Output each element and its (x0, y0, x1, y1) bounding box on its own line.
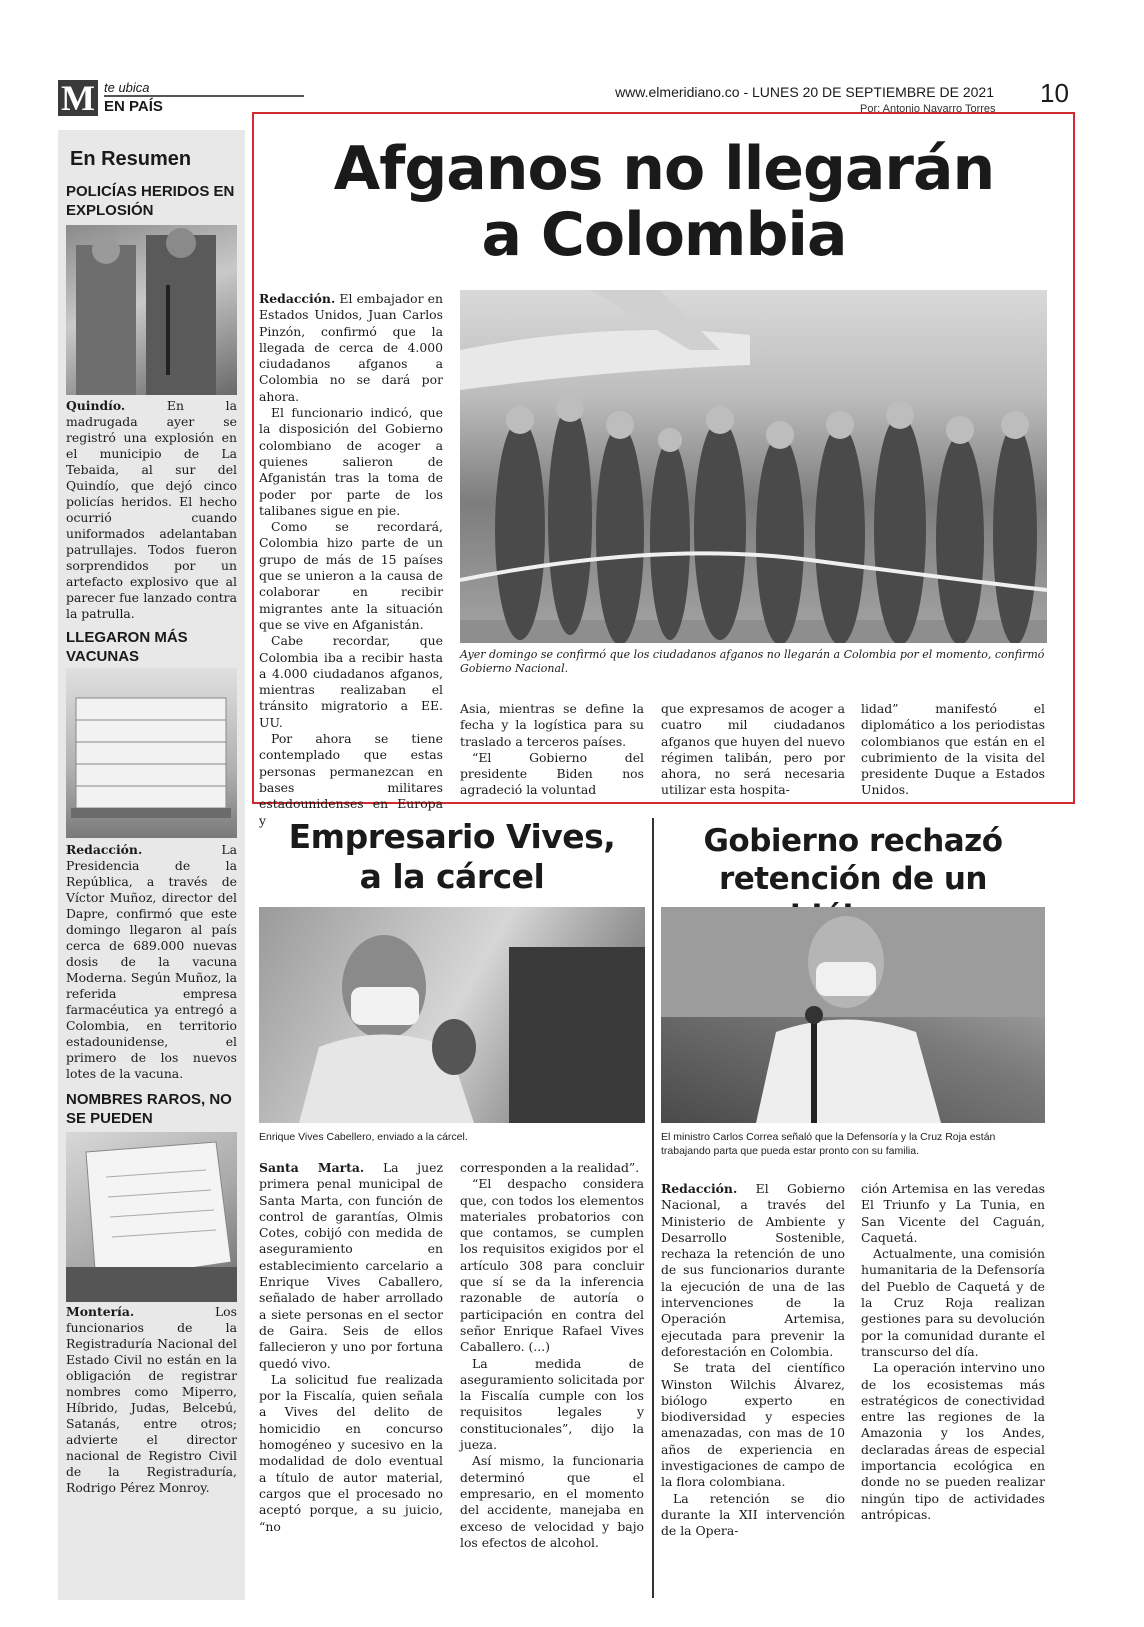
header-rule (104, 95, 304, 97)
afghan-refugees-photo (460, 290, 1047, 643)
article3-headline: Gobierno rechazó retención de un (703, 823, 1003, 897)
minister-photo (661, 907, 1045, 1123)
article3-caption: El ministro Carlos Correa señaló que la Defensoría y la Cruz Roja están trabajando parta que pueda estar pronto con su familia. (661, 1131, 996, 1157)
sidebar-text-1: Quindío. En la madrugada ayer se registró una explosión en el municipio de La Tebaida, al sur del Quindío, que dejó cinco policías heridos. El hecho ocurrió cuando uniformados adelantaban patrullajes. Todos fueron sorprendidos por un artefacto explosivo que al parecer fue lanzado contra la patrulla. (66, 398, 237, 621)
page-number: 10 (1040, 78, 1069, 108)
sidebar-text-2: Redacción. La Presidencia de la República, a través de Víctor Muñoz, director del Dapre, confirmó que este domingo llegaron al país cerca de 689.000 nuevas dosis de la vacuna Moderna. Según Muñoz, la referida empresa farmacéutica ya entregó a Colombia, en territorio estadounidense, el primero de los nuevos lotes de la vacuna. (66, 842, 237, 1081)
article3-col-1: Redacción. El Gobierno Nacional, a través del Ministerio de Ambiente y Desarrollo Sostenible, rechaza la retención de uno de sus funcionarios durante la ejecución de una de las intervenciones de la Operación Artemisa, ejecutada para prevenir la deforestación en Colombia. Se trata del científico Winston Wilchis Álvarez, biólogo experto en biodiversidad y especies amenazadas, con mas de 10 años de experiencia en investigaciones de campo de la flora colombiana. La retención se dio durante la XII intervención de la Opera- (661, 1181, 845, 1539)
main-article-col-1: Redacción. El embajador en Estados Unidos, Juan Carlos Pinzón, confirmó que la llegada de cerca de 4.000 ciudadanos afganos a Colombia no se dará por ahora. El funcionario indicó, que la disposición del Gobierno colombiano de acoger a quienes salieron de Afganistán tras la toma de poder por parte de los talibanes sigue en pie. Como se recordará, Colombia hizo parte de un grupo de más de 15 países que se unieron a la causa de colaborar en recibir migrantes ante la situación que se vive en Afganistán. Cabe recordar, que Colombia iba a recibir hasta a 4.000 ciudadanos afganos, mientras realizaban el tránsito migratorio a EE. UU. Por ahora se tiene contemplado que estas personas permanezcan en bases militares estadounidenses en Europa y (259, 291, 443, 828)
sidebar-heading-2: LLEGARON MÁS VACUNAS (66, 629, 188, 665)
police-photo (66, 225, 237, 395)
main-article-col-4: lidad” manifestó el diplomático a los periodistas colombianos que están en el cubrimiento de la visita del presidente Duque a Estados Unidos. (861, 701, 1045, 798)
sidebar-title: En Resumen (70, 148, 192, 170)
sidebar-heading-3: NOMBRES RAROS, NO SE PUEDEN (66, 1091, 232, 1127)
main-article-col-3: que expresamos de acoger a cuatro mil ciudadanos afganos que huyen del nuevo régimen talibán, pero por ahora, no será necesaria utilizar esta hospita- (661, 701, 845, 798)
article2-headline: Empresario Vives, a la cárcel (288, 817, 616, 896)
tagline: te ubica (104, 80, 150, 95)
vives-photo (259, 907, 645, 1123)
site-date[interactable]: www.elmeridiano.co - LUNES 20 DE SEPTIEMBRE DE 2021 (615, 84, 994, 100)
main-headline: Afganos no llegarán a Colombia (333, 134, 995, 270)
main-photo-caption: Ayer domingo se confirmó que los ciudadanos afganos no llegarán a Colombia por el momento, confirmó Gobierno Nacional. (460, 648, 1045, 675)
article2-caption: Enrique Vives Cabellero, enviado a la cárcel. (259, 1131, 468, 1143)
newspaper-logo: M (58, 80, 98, 116)
main-article-col-2: Asia, mientras se define la fecha y la logística para su traslado a terceros países. “El Gobierno del presidente Biden nos agradeció la voluntad (460, 701, 644, 798)
registry-document-photo (66, 1132, 237, 1302)
vaccine-boxes-photo (66, 668, 237, 838)
byline: Por: Antonio Navarro Torres (860, 103, 996, 115)
sidebar-heading-1: POLICÍAS HERIDOS EN EXPLOSIÓN (66, 183, 235, 219)
column-divider (652, 818, 654, 1598)
article3-col-2: ción Artemisa en las veredas El Triunfo y La Tunia, en San Vicente del Caguán, Caquetá. Actualmente, una comisión humanitaria de la Defensoría del Pueblo de Caquetá y de la Cruz Roja realizan gestiones para su devolución por la comunidad durante el transcurso del día. La operación intervino uno de los ecosistemas más estratégicos de conectividad entre las regiones de la Amazonia y los Andes, declaradas áreas de especial importancia ecológica en donde no se pueden realizar ningún tipo de actividades antrópicas. (861, 1181, 1045, 1522)
section-label: EN PAÍS (104, 98, 163, 115)
article2-col-1: Santa Marta. La juez primera penal municipal de Santa Marta, con función de control de garantías, Olmis Cotes, cobijó con medida de aseguramiento en establecimiento carcelario a Enrique Vives Caballero, señalado de haber arrollado a siete personas en el sector de Gaira. Seis de ellos fallecieron y uno por fortuna quedó vivo. La solicitud fue realizada por la Fiscalía, quien señala a Vives del delito de homicidio en concurso homogéneo y sucesivo en la modalidad de dolo eventual a título de autor material, cargos que el procesado no aceptó porque, a su juicio, “no (259, 1160, 443, 1534)
article2-col-2: corresponden a la realidad”. “El despacho considera que, con todos los elementos materiales probatorios con que contamos, se cumplen los requisitos exigidos por el artículo 308 para concluir que sí se da la inferencia razonable de autoría o participación en contra del señor Enrique Rafael Vives Caballero. (...) La medida de aseguramiento solicitada por la Fiscalía cumple con los requisitos legales y constitucionales”, dijo la jueza. Así mismo, la funcionaria determinó que el empresario, en el momento del accidente, manejaba en exceso de velocidad y bajo los efectos de alcohol. (460, 1160, 644, 1550)
sidebar-text-3: Montería. Los funcionarios de la Registraduría Nacional del Estado Civil no están en la obligación de registrar nombres como Miperro, Híbrido, Judas, Belcebú, Satanás, entre otros; advierte el director nacional de Registro Civil de la Registraduría, Rodrigo Pérez Monroy. (66, 1304, 237, 1495)
